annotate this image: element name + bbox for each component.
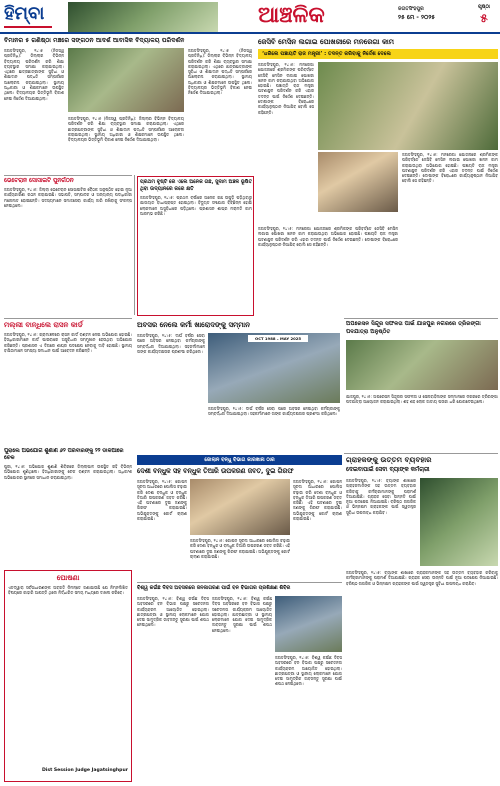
page-label: ପୃଷ୍ଠା (478, 4, 490, 10)
article-12-photo (275, 596, 342, 652)
article-3-headline: ମଲ୍ଲୀ ବାନ୍ଧିଲେ ରାସନ କାର୍ଡ (4, 321, 83, 329)
article-11-body-col1: ଜଗତସିଂହପୁର, ୨୪।୫: ଗୋପନ ସୂଚନା ଆଧାରରେ ପୋଲିସ ଚଢ଼ାଉ କରି ଦେଶୀ ବନ୍ଧୁକ ଓ ବନ୍ଧୁକ ତିଆରି ଉପକରଣ ଜବତ କରିଛି। ଏହି ଘଟଣାରେ ଦୁଇ ଜଣଙ୍କୁ ଗିରଫ କରାଯାଇଛି। ଅଭିଯୁକ୍ତଙ୍କୁ କୋର୍ଟ ଚାଲାଣ କରାଯାଇଛି। (137, 479, 187, 522)
article-11-body-col2: ଜଗତସିଂହପୁର, ୨୪।୫: ଗୋପନ ସୂଚନା ଆଧାରରେ ପୋଲିସ ଚଢ଼ାଉ କରି ଦେଶୀ ବନ୍ଧୁକ ଓ ବନ୍ଧୁକ ତିଆରି ଉପକରଣ ଜବତ କରିଛି। ଏହି ଘଟଣାରେ ଦୁଇ ଜଣଙ୍କୁ ଗିରଫ କରାଯାଇଛି। ଅଭିଯୁକ୍ତଙ୍କୁ କୋର୍ଟ ଚାଲାଣ କରାଯାଇଛି। (293, 479, 342, 522)
article-5-headline: ଘୋଷଣା (56, 574, 80, 582)
article-6-body-col3: ଜଗତସିଂହପୁର, ୨୪।୫: ମନରେଗା ଯୋଜନାରେ ଶ୍ରମିକଙ୍କ ପରିବର୍ତ୍ତେ ଜେସିବି ମେସିନ ଲଗାଇ ପୋଖରୀ ଖନନ କାମ କରାଯାଉଥିବା ଅଭିଯୋଗ ହୋଇଛି। ପଞ୍ଚାୟତି ରାଜ ମନ୍ତ୍ରୀ ଘଟଣାସ୍ଥଳ ପରିଦର୍ଶନ କରି ଏହାର ତଦନ୍ତ ପାଇଁ ନିର୍ଦ୍ଦେଶ ଦେଇଛନ୍ତି। ଦୋଷୀଙ୍କ ବିରୋଧରେ କାର୍ଯ୍ୟାନୁଷ୍ଠାନ ନିଆଯିବ ବୋଲି ସେ କହିଛନ୍ତି। (258, 226, 398, 247)
article-9-photo (346, 340, 498, 390)
date-box (398, 6, 468, 28)
article-12-body-col2: ଜଗତସିଂହପୁର, ୨୪।୫: ବିଶ୍ୱ କଇଁଛ ଦିବସ ଅବସରରେ ବନ ବିଭାଗ ପକ୍ଷରୁ ସଚେତନତା କାର୍ଯ୍ୟକ୍ରମ ଆୟୋଜିତ ହୋଇଥିଲା। ଛାତ୍ରଛାତ୍ରୀ ଓ ସ୍ଥାନୀୟ ଲୋକମାନେ ଯୋଗ ଦେଇ ସାମୁଦ୍ରିକ ଜୀବଜନ୍ତୁ ସୁରକ୍ଷା ପାଇଁ ଶପଥ ନେଇଥିଲେ। (212, 596, 272, 633)
masthead-rule (0, 32, 500, 34)
divider-4 (344, 318, 498, 319)
article-3-body: ଜଗତସିଂହପୁର, ୨୪।୫: ଗ୍ରାମାଞ୍ଚଳରେ ରାସନ କାର୍ଡ ବଣ୍ଟନ ନେଇ ଅଭିଯୋଗ ହୋଇଛି। ହିତାଧିକାରୀମାନେ କାର୍ଡ ପାଇବାରେ ଅସୁବିଧାର ସମ୍ମୁଖୀନ ହେଉଥିବା ଅଭିଯୋଗ କରିଛନ୍ତି। ପ୍ରଶାସନ ଏ ଦିଗରେ ଶୀଘ୍ର ପଦକ୍ଷେପ ନେବାକୁ ଦାବି ହୋଇଛି। ସ୍ଥାନୀୟ ବାସିନ୍ଦାମାନେ ସମସ୍ୟା ସମାଧାନ ପାଇଁ ଆବେଦନ କରିଛନ୍ତି। (4, 332, 132, 353)
article-6-photo-2 (318, 152, 398, 212)
article-11-body-col3: ଜଗତସିଂହପୁର, ୨୪।୫: ଗୋପନ ସୂଚନା ଆଧାରରେ ପୋଲିସ ଚଢ଼ାଉ କରି ଦେଶୀ ବନ୍ଧୁକ ଓ ବନ୍ଧୁକ ତିଆରି ଉପକରଣ ଜବତ କରିଛି। ଏହି ଘଟଣାରେ ଦୁଇ ଜଣଙ୍କୁ ଗିରଫ କରାଯାଇଛି। ଅଭିଯୁକ୍ତଙ୍କୁ କୋର୍ଟ ଚାଲାଣ କରାଯାଇଛି। (190, 538, 290, 559)
article-5-box (4, 570, 132, 782)
article-4-body: ପୁରୀ, ୨୪।୫: ଅଭିଯୋଗ ଶୁଣାଣି ଶିବିରରେ ଜିଲ୍ଲାପାଳ ଉପସ୍ଥିତ ରହି ବିଭିନ୍ନ ଅଭିଯୋଗ ଶୁଣିଥିଲେ। ହିତାଧିକାରୀଙ୍କୁ ଚେକ ବଣ୍ଟନ କରାଯାଇଥିଲା। ଅଧିକାଂଶ ଅଭିଯୋଗର ସ୍ଥାନରେ ସମାଧାନ କରାଯାଇଥିଲା। (4, 464, 132, 480)
article-6-tagline-band (258, 49, 498, 59)
article-8-photo-caption: OCT 1988 – MAY 2025 (254, 336, 302, 341)
article-1-body-col3: ଜଗତସିଂହପୁର, ୨୪।୫ (ନିଜସ୍ୱ ପ୍ରତିନିଧି): ଜିଲ୍ଲାର ବିଭିନ୍ନ ବିଦ୍ୟାଳୟ ପରିଦର୍ଶନ କରି ଶିକ୍ଷା ବ୍ୟବସ୍ଥାର ସମୀକ୍ଷା କରାଯାଇଥିଲା। ଏଥିରେ ଛାତ୍ରଛାତ୍ରୀଙ୍କ ସୁବିଧା ଓ ଶିକ୍ଷାଦାନ ପଦ୍ଧତି ସମ୍ପର୍କରେ ଆଲୋଚନା କରାଯାଇଥିଲା। ସ୍ଥାନୀୟ ଅଧିକାରୀ ଓ ଶିକ୍ଷକମାନେ ଉପସ୍ଥିତ ଥିଲେ। ବିଦ୍ୟାଳୟର ଭିତ୍ତିଭୂମି ବିକାଶ ନେଇ ନିର୍ଦ୍ଦେଶ ଦିଆଯାଇଥିଲା। (68, 116, 184, 143)
article-10-subheadline: ଦେଇବାପାଇଁ ସେବା ବ୍ୟାଙ୍କ କର୍ମଚାରୀ (346, 467, 430, 473)
article-2-body: ଜଗତସିଂହପୁର, ୨୪।୫: ଜିଲ୍ଲା ଭେଟେରାନ ସୋସାଇଟିର ବୈଠକ ଅନୁଷ୍ଠିତ ହୋଇ ନୂଆ କାର୍ଯ୍ୟକାରିଣୀ ଗଠନ କରାଯାଇଛି। ସଭାପତି, ସମ୍ପାଦକ ଓ ଅନ୍ୟାନ୍ୟ ପଦାଧିକାରୀ ମନୋନୀତ ହୋଇଛନ୍ତି। ସଦସ୍ୟମାନେ ସମାଜସେବା କାର୍ଯ୍ୟ ଜାରି ରଖିବାକୁ ସଂକଳ୍ପ ନେଇଥିଲେ। (4, 187, 132, 208)
article-10-body-col2: ଜଗତସିଂହପୁର, ୨୪।୫: ବ୍ୟାଙ୍କ ଶାଖାରେ ଗ୍ରାହକମାନଙ୍କ ସହ ଉତ୍ତମ ବ୍ୟବହାର କରିବାକୁ କର୍ମଚାରୀମାନଙ୍କୁ ପରାମର୍ଶ ଦିଆଯାଇଛି। ଗ୍ରାହକ ସେବା ଉନ୍ନତି ପାଇଁ ନୂଆ ପଦକ୍ଷେପ ନିଆଯାଇଛି। ବରିଷ୍ଠ ନାଗରିକ ଓ ଭିନ୍ନକ୍ଷମ ଗ୍ରାହକଙ୍କ ପାଇଁ ସ୍ୱତନ୍ତ୍ର ସୁବିଧା ଉପଲବ୍ଧ କରାଯିବ। (346, 570, 498, 586)
divider-6 (344, 453, 498, 454)
article-9-headline: ଅପରେସନ ସିନ୍ଦୂର ସଫଳତା ପାଇଁ ଯାଜପୁର ନଗରରେ ତ୍ରିରଙ୍ଗା ପଦଯାତ୍ରା ଅନୁଷ୍ଠିତ (346, 321, 481, 335)
article-6-headline: ଜେସିବି ମେସିନ ଲଗାଇ ପୋଖରୀରେ ମନରେଗା କାମ (258, 38, 394, 46)
article-12-headline: ବିଶ୍ୱ କଇଁଛ ଦିବସ ଅବସରରେ ଜନଜାଗରଣ ପାଇଁ ବନ ବିଭାଗର ପ୍ରଶିକ୍ଷଣ ଶିବିର (137, 585, 291, 591)
article-6-tagline: ‘ଧରିଲେ ପଞ୍ଚାୟତି ରାଜ ମନ୍ତ୍ରୀ’ : ତଦନ୍ତ କରିବାକୁ ନିର୍ଦ୍ଦେଶ ଦେଲେ (262, 51, 391, 57)
article-11-photo (190, 479, 290, 535)
article-6-body-col1: ଜଗତସିଂହପୁର, ୨୪।୫: ମନରେଗା ଯୋଜନାରେ ଶ୍ରମିକଙ୍କ ପରିବର୍ତ୍ତେ ଜେସିବି ମେସିନ ଲଗାଇ ପୋଖରୀ ଖନନ କାମ କରାଯାଉଥିବା ଅଭିଯୋଗ ହୋଇଛି। ପଞ୍ଚାୟତି ରାଜ ମନ୍ତ୍ରୀ ଘଟଣାସ୍ଥଳ ପରିଦର୍ଶନ କରି ଏହାର ତଦନ୍ତ ପାଇଁ ନିର୍ଦ୍ଦେଶ ଦେଇଛନ୍ତି। ଦୋଷୀଙ୍କ ବିରୋଧରେ କାର୍ଯ୍ୟାନୁଷ୍ଠାନ ନିଆଯିବ ବୋଲି ସେ କହିଛନ୍ତି। (258, 62, 314, 115)
article-5-body: ଏତଦ୍ୱାରା ସର୍ବସାଧାରଣଙ୍କ ଅବଗତି ନିମନ୍ତେ ଜଣାଯାଉଛି ଯେ ନିମ୍ନଲିଖିତ ବିଷୟରେ କାହାରି ଆପତ୍ତି ଥିଲେ ନିର୍ଦ୍ଧାରିତ ସମୟ ମଧ୍ୟରେ ଦାଖଲ କରିବେ। (8, 585, 128, 596)
divider-1 (4, 175, 132, 176)
article-12-body-col3: ଜଗତସିଂହପୁର, ୨୪।୫: ବିଶ୍ୱ କଇଁଛ ଦିବସ ଅବସରରେ ବନ ବିଭାଗ ପକ୍ଷରୁ ସଚେତନତା କାର୍ଯ୍ୟକ୍ରମ ଆୟୋଜିତ ହୋଇଥିଲା। ଛାତ୍ରଛାତ୍ରୀ ଓ ସ୍ଥାନୀୟ ଲୋକମାନେ ଯୋଗ ଦେଇ ସାମୁଦ୍ରିକ ଜୀବଜନ୍ତୁ ସୁରକ୍ଷା ପାଇଁ ଶପଥ ନେଇଥିଲେ। (275, 655, 342, 687)
article-4-headline: ପୁରାଲେ ଅଭିଯୋଗ ଶୁଣାଣି ୬୨ ପରିବାରଙ୍କୁ ୨୨ ଡାକିଆରେ ଚେକ (4, 448, 124, 461)
divider-5 (137, 582, 342, 583)
article-8-photo (208, 333, 340, 403)
page-number: ୫ (480, 11, 488, 25)
article-8-body-col2: ଜଗତସିଂହପୁର, ୨୪।୫: ଦୀର୍ଘ ବର୍ଷର ସେବା ପରେ ଅବସର ନେଇଥିବା କର୍ମଚାରୀଙ୍କୁ ସମ୍ବର୍ଦ୍ଧନା ଦିଆଯାଇଥିଲା। ସହକର୍ମୀମାନେ ତାଙ୍କ କାର୍ଯ୍ୟଦକ୍ଷତାର ପ୍ରଶଂସା କରିଥିଲେ। (208, 406, 340, 417)
city-label: ଜଗତସିଂହପୁର (398, 6, 424, 12)
article-1-body-col1: ଜଗତସିଂହପୁର, ୨୪।୫ (ନିଜସ୍ୱ ପ୍ରତିନିଧି): ଜିଲ୍ଲାର ବିଭିନ୍ନ ବିଦ୍ୟାଳୟ ପରିଦର୍ଶନ କରି ଶିକ୍ଷା ବ୍ୟବସ୍ଥାର ସମୀକ୍ଷା କରାଯାଇଥିଲା। ଏଥିରେ ଛାତ୍ରଛାତ୍ରୀଙ୍କ ସୁବିଧା ଓ ଶିକ୍ଷାଦାନ ପଦ୍ଧତି ସମ୍ପର୍କରେ ଆଲୋଚନା କରାଯାଇଥିଲା। ସ୍ଥାନୀୟ ଅଧିକାରୀ ଓ ଶିକ୍ଷକମାନେ ଉପସ୍ଥିତ ଥିଲେ। ବିଦ୍ୟାଳୟର ଭିତ୍ତିଭୂମି ବିକାଶ ନେଇ ନିର୍ଦ୍ଦେଶ ଦିଆଯାଇଥିଲା। (4, 48, 64, 101)
page-number-box (472, 4, 496, 28)
divider-2 (134, 175, 135, 315)
article-1-headline: ବିମାନର ୫ ଗଣିଷ୍ଠା ମଞ୍ଚରେ ସଙ୍ଗଠନ ଆଦର୍ଶ ଆବାସିକ ବିଦ୍ୟାଳୟ ପରିଦର୍ଶନ (4, 37, 185, 44)
masthead-logo-underline (4, 26, 52, 28)
article-11-kicker: ଜୋଲାନ ବନ୍ଧୁ ବିଭାଗ କାରଖାନା ଠାର (204, 457, 275, 463)
divider-3 (4, 318, 132, 319)
article-7-body: ଜଗତସିଂହପୁର, ୨୪।୫: ପ୍ରଥମ ବର୍ଷାରେ ଅନେକ ଗଛ ଉପୁଡ଼ି ପଡ଼ିଥିବାରୁ ଯାତାୟାତ ବାଧାପ୍ରାପ୍ତ ହୋଇଥିଲା। ବିଦ୍ୟୁତ ସଂଯୋଗ ବିଚ୍ଛିନ୍ନ ହୋଇ ଲୋକମାନେ ଅସୁବିଧାରେ ପଡ଼ିଥିଲେ। ପ୍ରଶାସନ ଶୀଘ୍ର ମରାମତି କାମ ଆରମ୍ଭ କରିଛି। (140, 195, 252, 216)
article-7-box (137, 176, 254, 316)
article-1-photo (68, 48, 184, 112)
article-7-headline: ପ୍ରଥମ ବୃଷ୍ଟି ରେ ଏଲେ ଅନେକ ଗଛ, ସୁଦାମ ଅଞ୍ଚଳ ଭୂଷିତ ଥିବା ଉଦ୍ୟାନରେ କରେ କ୍ଷତି (140, 179, 252, 192)
date-label: ୨୫ ମେ - ୨୦୨୫ (398, 14, 436, 21)
article-10-headline: ଗ୍ରାହକଙ୍କୁ ଉତ୍ତମ ବ୍ୟବହାର (346, 455, 432, 464)
article-5-signature: Dist Session Judge Jagatsinghpur (41, 768, 128, 773)
article-6-photo-1 (318, 62, 498, 150)
masthead-logo: ହିମ୍ବା (4, 3, 45, 24)
article-10-body-col1: ଜଗତସିଂହପୁର, ୨୪।୫: ବ୍ୟାଙ୍କ ଶାଖାରେ ଗ୍ରାହକମାନଙ୍କ ସହ ଉତ୍ତମ ବ୍ୟବହାର କରିବାକୁ କର୍ମଚାରୀମାନଙ୍କୁ ପରାମର୍ଶ ଦିଆଯାଇଛି। ଗ୍ରାହକ ସେବା ଉନ୍ନତି ପାଇଁ ନୂଆ ପଦକ୍ଷେପ ନିଆଯାଇଛି। ବରିଷ୍ଠ ନାଗରିକ ଓ ଭିନ୍ନକ୍ଷମ ଗ୍ରାହକଙ୍କ ପାଇଁ ସ୍ୱତନ୍ତ୍ର ସୁବିଧା ଉପଲବ୍ଧ କରାଯିବ। (346, 478, 416, 515)
article-8-headline: ଅବସର ନେଲେ କର୍ମୀ ଖାରୋଦଙ୍କୁ ସମ୍ମାନ (137, 321, 250, 329)
article-10-photo (420, 478, 498, 566)
section-title: ଆଞ୍ଚଳିକ (258, 3, 325, 28)
article-12-body-col1: ଜଗତସିଂହପୁର, ୨୪।୫: ବିଶ୍ୱ କଇଁଛ ଦିବସ ଅବସରରେ ବନ ବିଭାଗ ପକ୍ଷରୁ ସଚେତନତା କାର୍ଯ୍ୟକ୍ରମ ଆୟୋଜିତ ହୋଇଥିଲା। ଛାତ୍ରଛାତ୍ରୀ ଓ ସ୍ଥାନୀୟ ଲୋକମାନେ ଯୋଗ ଦେଇ ସାମୁଦ୍ରିକ ଜୀବଜନ୍ତୁ ସୁରକ୍ଷା ପାଇଁ ଶପଥ ନେଇଥିଲେ। (137, 596, 209, 628)
article-8-body-col1: ଜଗତସିଂହପୁର, ୨୪।୫: ଦୀର୍ଘ ବର୍ଷର ସେବା ପରେ ଅବସର ନେଇଥିବା କର୍ମଚାରୀଙ୍କୁ ସମ୍ବର୍ଦ୍ଧନା ଦିଆଯାଇଥିଲା। ସହକର୍ମୀମାନେ ତାଙ୍କ କାର୍ଯ୍ୟଦକ୍ଷତାର ପ୍ରଶଂସା କରିଥିଲେ। (137, 333, 205, 354)
article-6-body-col2: ଜଗତସିଂହପୁର, ୨୪।୫: ମନରେଗା ଯୋଜନାରେ ଶ୍ରମିକଙ୍କ ପରିବର୍ତ୍ତେ ଜେସିବି ମେସିନ ଲଗାଇ ପୋଖରୀ ଖନନ କାମ କରାଯାଉଥିବା ଅଭିଯୋଗ ହୋଇଛି। ପଞ୍ଚାୟତି ରାଜ ମନ୍ତ୍ରୀ ଘଟଣାସ୍ଥଳ ପରିଦର୍ଶନ କରି ଏହାର ତଦନ୍ତ ପାଇଁ ନିର୍ଦ୍ଦେଶ ଦେଇଛନ୍ତି। ଦୋଷୀଙ୍କ ବିରୋଧରେ କାର୍ଯ୍ୟାନୁଷ୍ଠାନ ନିଆଯିବ ବୋଲି ସେ କହିଛନ୍ତି। (402, 152, 498, 184)
masthead-banner-image (68, 2, 218, 32)
article-11-headline: ଦେଶୀ ବନ୍ଧୁକ ସହ ବନ୍ଧୁକ ତିଆରି ଉପକରଣ ଜବତ, ଦୁଇ ଗିରଫ (137, 467, 294, 475)
article-9-body: ଯାଜପୁର, ୨୪।୫: ଅପରେସନ ସିନ୍ଦୂରର ସଫଳତା ଓ ସେନାବାହିନୀଙ୍କ ସମ୍ମାନରେ ନଗରରେ ତ୍ରିରଙ୍ଗା ପଦଯାତ୍ରା ଆୟୋଜନ କରାଯାଇଥିଲା। ଶହ ଶହ ଲୋକ ଜାତୀୟ ପତାକା ଧରି ଯୋଗଦେଇଥିଲେ। (346, 394, 498, 405)
article-1-body-col2: ଜଗତସିଂହପୁର, ୨୪।୫ (ନିଜସ୍ୱ ପ୍ରତିନିଧି): ଜିଲ୍ଲାର ବିଭିନ୍ନ ବିଦ୍ୟାଳୟ ପରିଦର୍ଶନ କରି ଶିକ୍ଷା ବ୍ୟବସ୍ଥାର ସମୀକ୍ଷା କରାଯାଇଥିଲା। ଏଥିରେ ଛାତ୍ରଛାତ୍ରୀଙ୍କ ସୁବିଧା ଓ ଶିକ୍ଷାଦାନ ପଦ୍ଧତି ସମ୍ପର୍କରେ ଆଲୋଚନା କରାଯାଇଥିଲା। ସ୍ଥାନୀୟ ଅଧିକାରୀ ଓ ଶିକ୍ଷକମାନେ ଉପସ୍ଥିତ ଥିଲେ। ବିଦ୍ୟାଳୟର ଭିତ୍ତିଭୂମି ବିକାଶ ନେଇ ନିର୍ଦ୍ଦେଶ ଦିଆଯାଇଥିଲା। (188, 48, 252, 96)
masthead (0, 0, 500, 34)
article-2-headline: ଭେଟେରାନ ସୋସାଇଟି ପୁନର୍ଗଠନ (4, 178, 74, 184)
article-11-kicker-band (137, 455, 342, 465)
